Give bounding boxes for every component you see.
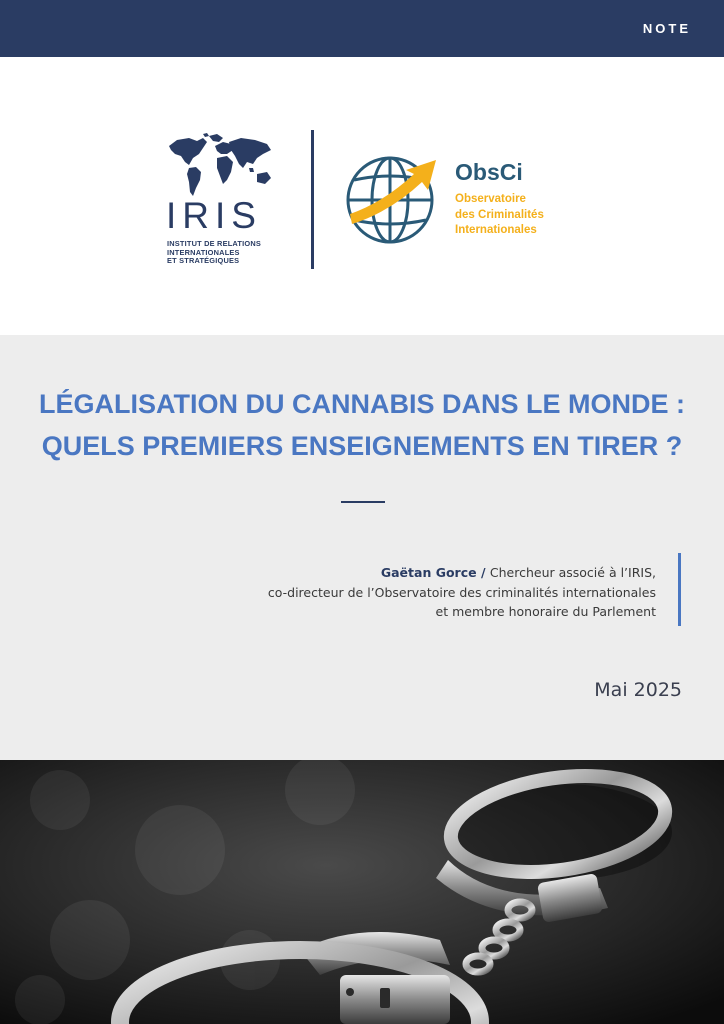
globe-arrow-icon — [344, 150, 440, 246]
obsci-subtitle: Observatoire des Criminalités Internationales — [455, 193, 544, 236]
obsci-wordmark: ObsCi — [455, 159, 523, 185]
iris-wordmark: IRIS — [166, 195, 262, 236]
handcuffs-illustration — [0, 760, 724, 1024]
author-role-line-1: Chercheur associé à l’IRIS, — [489, 565, 656, 580]
top-banner — [0, 0, 724, 57]
author-separator: / — [476, 565, 490, 580]
world-map-icon — [163, 132, 275, 202]
author-role-line-2: co-directeur de l’Observatoire des criminalités internationales — [267, 584, 656, 600]
author-block — [268, 563, 656, 622]
publication-date: Mai 2025 — [594, 679, 682, 701]
author-role-line-3: et membre honoraire du Parlement — [435, 604, 656, 619]
logo-divider — [311, 130, 314, 269]
iris-logo — [163, 132, 275, 272]
document-type-label: NOTE — [642, 21, 691, 36]
handcuffs-photo — [0, 760, 724, 1024]
logo-area — [0, 57, 724, 335]
author-accent-bar — [678, 553, 681, 626]
title-divider — [341, 501, 385, 503]
iris-subtitle: INSTITUT DE RELATIONS INTERNATIONALES ET STRATÉGIQUES — [167, 239, 261, 266]
document-title: LÉGALISATION DU CANNABIS DANS LE MONDE : QUELS PREMIERS ENSEIGNEMENTS EN TIRER ? — [39, 389, 685, 461]
title-band — [0, 335, 724, 760]
author-name: Gaëtan Gorce — [380, 565, 477, 580]
